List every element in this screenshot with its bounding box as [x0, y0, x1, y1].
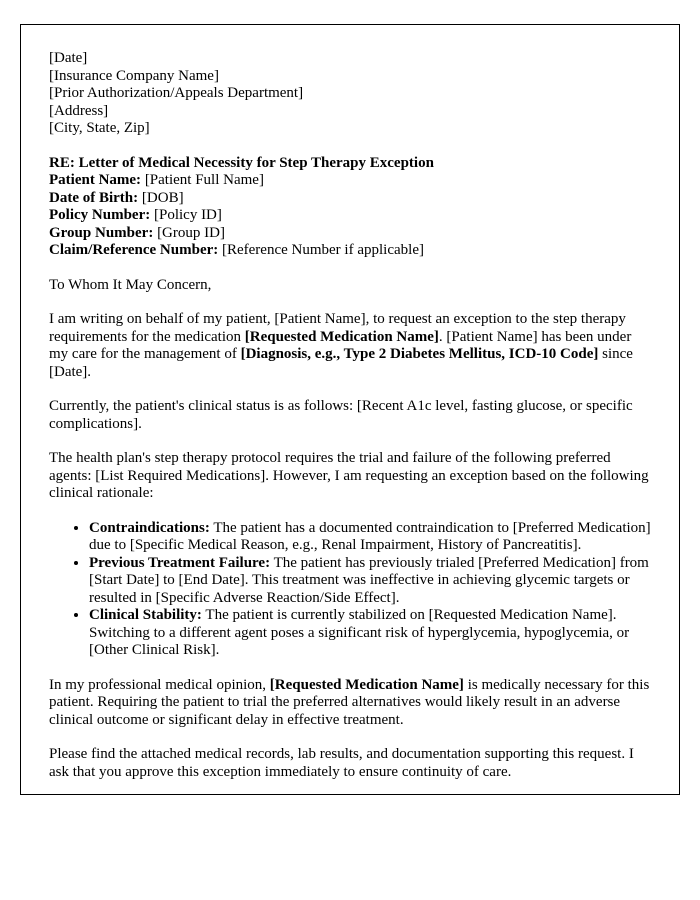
appeals-department-line: [Prior Authorization/Appeals Department] [49, 85, 304, 101]
request-text-run-3: since [Date]. [49, 346, 633, 380]
policy-number-value: [Policy ID] [150, 207, 222, 223]
group-number-value: [Group ID] [153, 224, 225, 241]
paragraph-closing: Please find the attached medical records, lab results, and documentation supporting this request. I ask that you approve this exception immediately to ensure continuity of care. [49, 746, 634, 780]
contraindications-label: Contraindications: [89, 519, 210, 536]
group-number-label: Group Number: [49, 224, 154, 241]
diagnosis-placeholder: [Diagnosis, e.g., Type 2 Diabetes Mellitus, ICD-10 Code] [240, 346, 599, 362]
opinion-medication-placeholder: [Requested Medication Name] [269, 676, 464, 693]
paragraph-clinical-status: Currently, the patient's clinical status is as follows: [Recent A1c level, fasting glucose, or specific complications]. [49, 398, 633, 432]
rationale-item-treatment-failure [89, 555, 651, 608]
paragraph-medical-opinion [49, 677, 651, 730]
clinical-stability-label: Clinical Stability: [89, 607, 202, 623]
policy-number-line [49, 207, 651, 225]
patient-name-line [49, 172, 651, 190]
clinical-stability-text: The patient is currently stabilized on [Requested Medication Name]. Switching to a different agent poses a significant risk of hyperglycemia, hypoglycemia, or [Other Clinical Risk]. [89, 607, 630, 658]
group-number-line [49, 225, 651, 243]
recipient-block [49, 50, 651, 138]
paragraph-request [49, 311, 651, 381]
date-of-birth-value: [DOB] [138, 189, 184, 206]
policy-number-label: Policy Number: [49, 207, 151, 223]
re-subject-line: RE: Letter of Medical Necessity for Step Therapy Exception [49, 154, 434, 171]
opinion-text-run-1: In my professional medical opinion, [49, 676, 270, 693]
letter-page [20, 24, 680, 795]
claim-reference-label: Claim/Reference Number: [49, 242, 219, 258]
city-state-zip-line: [City, State, Zip] [49, 120, 150, 136]
address-line: [Address] [49, 102, 109, 119]
treatment-failure-label: Previous Treatment Failure: [89, 554, 271, 571]
treatment-failure-text: The patient has previously trialed [Preferred Medication] from [Start Date] to [End Date]. This treatment was ineffective in achieving glycemic targets or resulted in [Specific Adverse Reaction/Side Effect]. [89, 554, 649, 606]
rationale-item-contraindications [89, 520, 651, 555]
opinion-text-run-2: is medically necessary for this patient. Requiring the patient to trial the preferred alternatives would likely result in an adverse clinical outcome or significant delay in effective treatment. [49, 676, 650, 728]
subject-block [49, 155, 651, 260]
rationale-list [49, 520, 651, 660]
date-of-birth-line [49, 190, 651, 208]
salutation: To Whom It May Concern, [49, 276, 212, 293]
patient-name-label: Patient Name: [49, 172, 142, 188]
requested-medication-placeholder: [Requested Medication Name] [244, 328, 439, 345]
paragraph-step-therapy-protocol: The health plan's step therapy protocol requires the trial and failure of the following preferred agents: [List Required Medications]. However, I am requesting an exception based on the following clinical rationale: [49, 450, 649, 501]
request-text-run-2: . [Patient Name] has been under my care for the management of [49, 328, 632, 362]
claim-reference-line [49, 242, 651, 260]
claim-reference-value: [Reference Number if applicable] [218, 242, 424, 258]
contraindications-text: The patient has a documented contraindication to [Preferred Medication] due to [Specific Medical Reason, e.g., Renal Impairment, History of Pancreatitis]. [89, 519, 651, 553]
date-placeholder-line: [Date] [49, 50, 88, 66]
request-text-run-1: I am writing on behalf of my patient, [Patient Name], to request an exception to the step therapy requirements for the medication [49, 311, 626, 345]
patient-name-value: [Patient Full Name] [141, 172, 264, 188]
letter-content [21, 25, 679, 781]
rationale-item-clinical-stability [89, 607, 651, 660]
insurance-company-line: [Insurance Company Name] [49, 67, 219, 84]
date-of-birth-label: Date of Birth: [49, 189, 139, 206]
